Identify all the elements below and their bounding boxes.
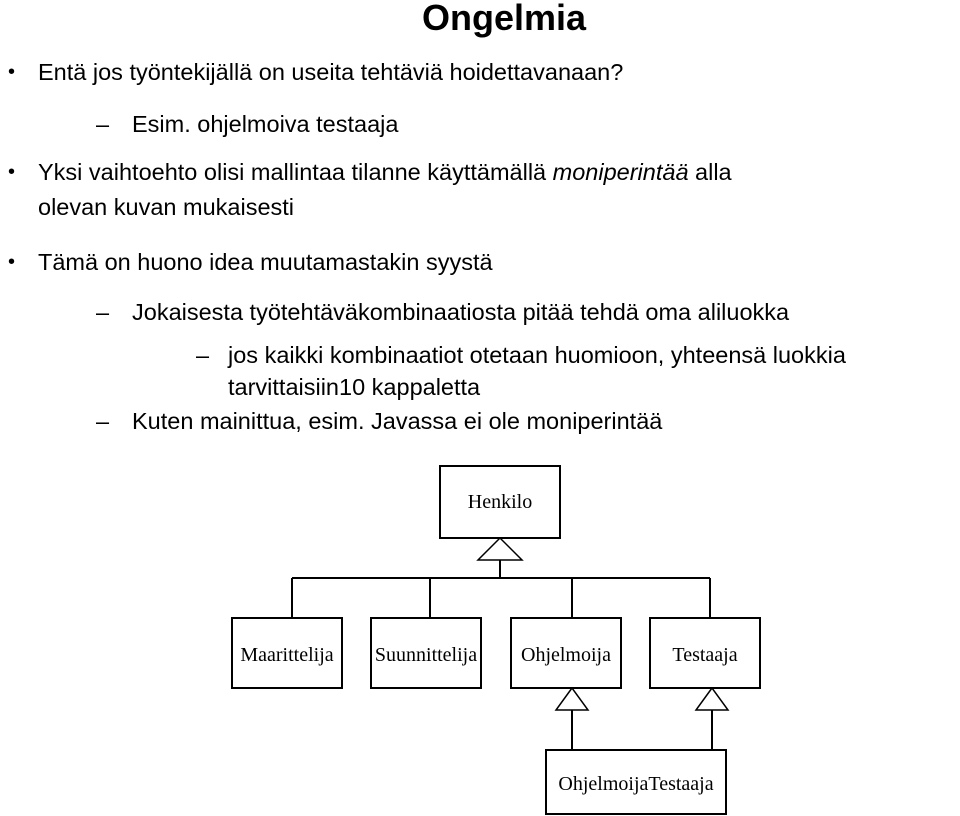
sub-bullet-dash: –: [96, 111, 110, 137]
bullet-text-part: alla: [688, 159, 732, 185]
sub-sub-bullet-text-continuation: tarvittaisiin10 kappaletta: [228, 374, 481, 400]
inheritance-arrow: [556, 688, 588, 710]
bullet-dot: •: [8, 251, 16, 273]
bullet-text-continuation: olevan kuvan mukaisesti: [38, 194, 295, 220]
slide-title: Ongelmia: [421, 0, 587, 38]
sub-bullet-text: Jokaisesta työtehtäväkombinaatiosta pitää tehdä oma aliluokka: [132, 299, 790, 325]
sub-sub-bullet-text: jos kaikki kombinaatiot otetaan huomioon, yhteensä luokkia: [228, 342, 846, 368]
class-name-maarittelija: Maarittelija: [240, 644, 334, 666]
class-name-testaaja: Testaaja: [672, 644, 738, 666]
bullet-text-part: Yksi vaihtoehto olisi mallintaa tilanne käyttämällä: [38, 159, 553, 185]
class-name-ohjelmoijatestaaja: OhjelmoijaTestaaja: [558, 773, 714, 795]
bullet-text: Entä jos työntekijällä on useita tehtäviä hoidettavanaan?: [38, 59, 624, 85]
sub-bullet-dash: –: [96, 408, 110, 434]
bullet-dot: •: [8, 61, 16, 83]
sub-sub-bullet-dash: –: [196, 342, 210, 368]
class-name-suunnittelija: Suunnittelija: [374, 644, 478, 666]
class-name-henkilo: Henkilo: [467, 491, 533, 513]
bullet-text: Tämä on huono idea muutamastakin syystä: [38, 249, 493, 275]
bullet-dot: •: [8, 161, 16, 183]
inheritance-arrow: [478, 538, 522, 560]
emphasis-text: moniperintää: [552, 159, 689, 185]
class-name-ohjelmoija: Ohjelmoija: [521, 644, 611, 666]
sub-bullet-dash: –: [96, 299, 110, 325]
inheritance-arrow: [696, 688, 728, 710]
sub-bullet-text: Esim. ohjelmoiva testaaja: [132, 111, 399, 137]
sub-bullet-text: Kuten mainittua, esim. Javassa ei ole moniperintää: [132, 408, 663, 434]
